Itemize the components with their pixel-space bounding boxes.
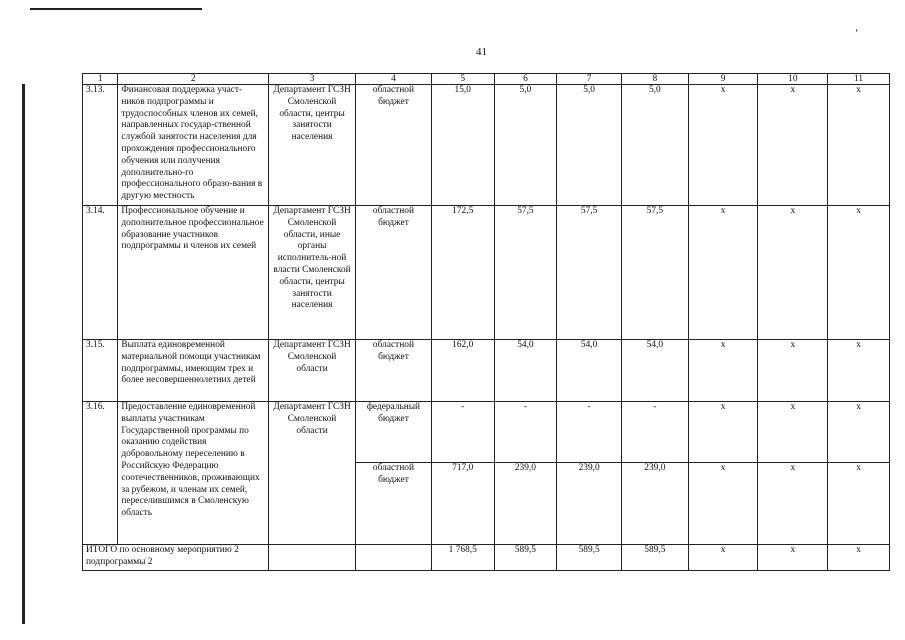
scan-edge-bar (22, 84, 25, 624)
header-cell: 2 (118, 74, 269, 85)
header-cell: 5 (431, 74, 494, 85)
header-cell: 10 (758, 74, 828, 85)
item-number: 3.16. (83, 402, 118, 545)
value-year-2: 54,0 (557, 340, 622, 402)
value-year-3: 57,5 (621, 206, 688, 340)
total-indicator-10: х (758, 545, 828, 571)
header-cell: 1 (83, 74, 118, 85)
value-year-2: 57,5 (557, 206, 622, 340)
indicator-9: х (688, 340, 758, 402)
indicator-10: х (758, 340, 828, 402)
header-cell: 11 (828, 74, 890, 85)
page-number: 41 (476, 46, 487, 58)
item-number: 3.13. (83, 85, 118, 206)
header-cell: 6 (494, 74, 557, 85)
value-year-1: 57,5 (494, 206, 557, 340)
value-year-1: 239,0 (494, 463, 557, 545)
item-executor: Департамент ГСЗН Смоленской области (269, 340, 356, 402)
total-value-year-1: 589,5 (494, 545, 557, 571)
value-total: 162,0 (431, 340, 494, 402)
indicator-11: х (828, 206, 890, 340)
total-value-year-3: 589,5 (621, 545, 688, 571)
value-year-2: - (557, 402, 622, 463)
item-description: Профессиональное обучение и дополнительное профессиональное образование участников подпрограммы и членов их семей (118, 206, 269, 340)
value-total: 15,0 (431, 85, 494, 206)
item-description: Финансовая поддержка участ-ников подпрограммы и трудоспособных членов их семей, направленных государ-ственной службой занятости населения для прохождения профессионального обучения или получения дополнительно-го профессионального образо-вания в другую местность (118, 85, 269, 206)
total-value-total: 1 768,5 (431, 545, 494, 571)
indicator-9: х (688, 85, 758, 206)
header-cell: 3 (269, 74, 356, 85)
item-description: Предоставление единовременной выплаты участникам Государственной программы по оказанию содействия добровольному переселению в Российскую Федерацию соотечественников, проживающих за рубежом, и членам их семей, переселившимся в Смоленскую область (118, 402, 269, 545)
funding-source: областной бюджет (356, 206, 432, 340)
budget-table (82, 73, 890, 571)
value-year-1: 5,0 (494, 85, 557, 206)
header-row (83, 74, 890, 85)
value-total: - (431, 402, 494, 463)
table-row (83, 85, 890, 206)
indicator-9: х (688, 463, 758, 545)
funding-source: областной бюджет (356, 340, 432, 402)
indicator-11: х (828, 402, 890, 463)
value-year-3: 239,0 (621, 463, 688, 545)
header-cell: 7 (557, 74, 622, 85)
indicator-11: х (828, 85, 890, 206)
value-year-3: 54,0 (621, 340, 688, 402)
indicator-10: х (758, 463, 828, 545)
table-row (83, 402, 890, 463)
indicator-9: х (688, 206, 758, 340)
total-indicator-11: х (828, 545, 890, 571)
corner-mark: ‘ (855, 28, 859, 39)
value-year-3: 5,0 (621, 85, 688, 206)
total-label: ИТОГО по основному мероприятию 2 подпрограммы 2 (83, 545, 269, 571)
item-description: Выплата единовременной материальной помощи участникам подпрограммы, имеющим трех и более несовершеннолетних детей (118, 340, 269, 402)
table-row (83, 340, 890, 402)
value-year-2: 239,0 (557, 463, 622, 545)
value-year-2: 5,0 (557, 85, 622, 206)
header-cell: 4 (356, 74, 432, 85)
funding-source: областной бюджет (356, 463, 432, 545)
header-cell: 8 (621, 74, 688, 85)
indicator-11: х (828, 340, 890, 402)
header-cell: 9 (688, 74, 758, 85)
indicator-11: х (828, 463, 890, 545)
value-total: 172,5 (431, 206, 494, 340)
funding-source: федеральный бюджет (356, 402, 432, 463)
total-value-year-2: 589,5 (557, 545, 622, 571)
total-indicator-9: х (688, 545, 758, 571)
item-executor: Департамент ГСЗН Смоленской области, иные органы исполнитель-ной власти Смоленской области, центры занятости населения (269, 206, 356, 340)
indicator-9: х (688, 402, 758, 463)
indicator-10: х (758, 206, 828, 340)
total-row (83, 545, 890, 571)
value-year-3: - (621, 402, 688, 463)
empty-cell (269, 545, 356, 571)
top-rule (30, 8, 202, 10)
value-year-1: 54,0 (494, 340, 557, 402)
funding-source: областной бюджет (356, 85, 432, 206)
empty-cell (356, 545, 432, 571)
indicator-10: х (758, 402, 828, 463)
indicator-10: х (758, 85, 828, 206)
item-executor: Департамент ГСЗН Смоленской области (269, 402, 356, 545)
table-row (83, 206, 890, 340)
value-total: 717,0 (431, 463, 494, 545)
item-executor: Департамент ГСЗН Смоленской области, центры занятости населения (269, 85, 356, 206)
value-year-1: - (494, 402, 557, 463)
item-number: 3.14. (83, 206, 118, 340)
item-number: 3.15. (83, 340, 118, 402)
